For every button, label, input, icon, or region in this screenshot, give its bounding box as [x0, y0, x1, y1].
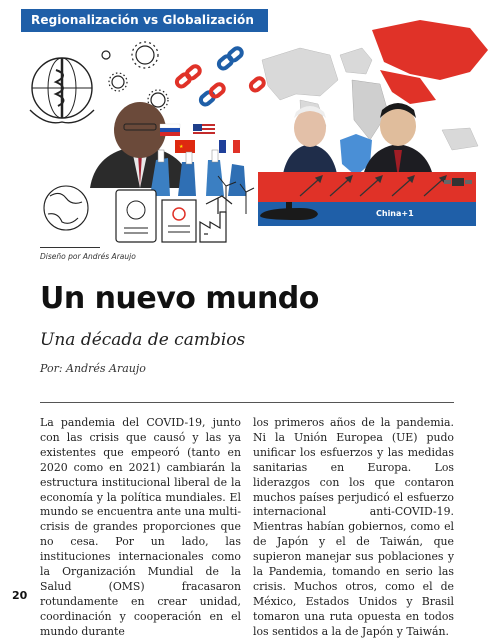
who-logo-icon [30, 58, 94, 123]
credit-rule [40, 247, 100, 248]
globe-icon [44, 186, 88, 230]
chain-link-icon [175, 46, 266, 106]
article-column-1: La pandemia del COVID-19, junto con las crisis que causó y las ya existentes que empeoró (tanto en 2020 como en 2021) cambiarán la estructura institucional liberal de la economía y la política mundiales. El mundo se encuentra ante una multi-crisis de grandes proporciones que no cesa. Por un lado, las instituciones internacionales como la Organización Mundial de la Salud (OMS) fracasaron rotundamente en crear unidad, coordinación y cooperación en el mundo durante [40, 416, 241, 638]
china-plus-one-label: China+1 [376, 209, 414, 218]
article-headline: Un nuevo mundo [40, 281, 319, 316]
divider [40, 402, 454, 403]
france-flag-icon [219, 140, 240, 153]
usa-flag-icon [193, 124, 215, 137]
article-subtitle: Una década de cambios [40, 330, 246, 350]
russia-flag-icon [160, 124, 180, 136]
cover-illustration [0, 0, 494, 248]
china-flag-icon [175, 140, 195, 153]
flags-group [160, 124, 240, 153]
page-number: 20 [12, 589, 28, 602]
document-icon [162, 200, 196, 242]
article-column-2: los primeros años de la pandemia. Ni la Unión Europea (UE) pudo unificar los esfuerzos y las medidas sanitarias en Europa. Los liderazgos con los que contaron muchos países perjudicó el esfuerzo internacional anti-COVID-19. Mientras habían gobiernos, como el de Japón y el de Taiwán, que supieron manejar sus poblaciones y la Pandemia, tomando en serio las crisis. Muchos otros, como el de México, Estados Unidos y Brasil tomaron una ruta opuesta en todos los sentidos a la de Japón y Taiwán. [253, 416, 454, 638]
virus-icon [102, 42, 168, 110]
article-byline: Por: Andrés Araujo [40, 362, 146, 375]
factory-icon [200, 212, 226, 242]
oil-pump-icon [206, 196, 232, 214]
svg-text:★: ★ [179, 144, 184, 150]
section-title: Regionalización vs Globalización [31, 13, 255, 27]
illustration-credit: Diseño por Andrés Araujo [40, 252, 136, 261]
passport-icon [116, 190, 156, 242]
leader-portrait-center [282, 106, 338, 180]
